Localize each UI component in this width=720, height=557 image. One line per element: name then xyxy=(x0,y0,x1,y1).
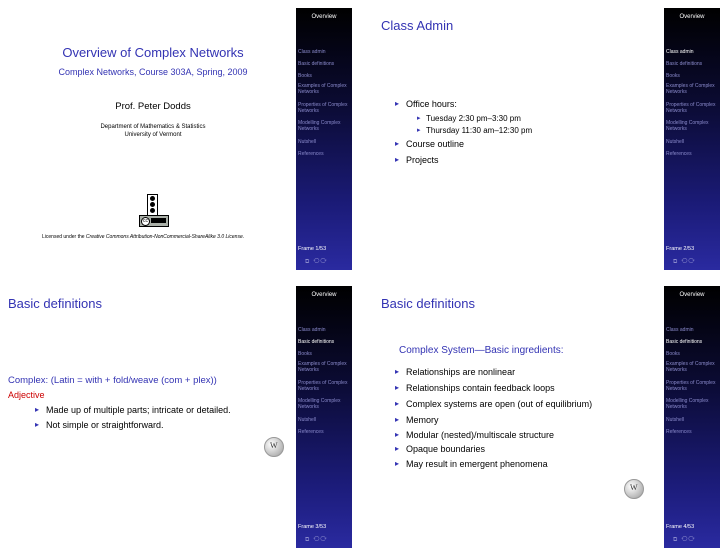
nav-arrows-icon[interactable]: ⧉ ⟲⟳ xyxy=(673,537,696,543)
frame-counter: Frame 1/53 xyxy=(298,246,327,252)
sidebar-item-modelling[interactable]: Modelling Complex Networks xyxy=(298,398,341,410)
section-heading: Complex System—Basic ingredients: xyxy=(399,345,564,356)
sidebar-item-basic-definitions[interactable]: Basic definitions xyxy=(298,61,335,67)
sidebar-item-references[interactable]: References xyxy=(666,151,692,157)
slide-sidebar xyxy=(296,286,352,548)
nav-arrows-icon[interactable]: ⧉ ⟲⟳ xyxy=(305,537,328,543)
bullet-office-hours: ▸ Office hours: xyxy=(406,99,457,109)
sidebar-item-nutshell[interactable]: Nutshell xyxy=(666,139,685,145)
slide-title: Class Admin xyxy=(381,18,454,33)
slide-sidebar xyxy=(296,8,352,270)
sidebar-item-books[interactable]: Books xyxy=(666,73,680,79)
sidebar-item-examples[interactable]: Examples of Complex Networks xyxy=(666,361,715,373)
sidebar-item-examples[interactable]: Examples of Complex Networks xyxy=(666,83,715,95)
slide-2 xyxy=(368,8,720,270)
sidebar-header-overview[interactable]: Overview xyxy=(311,14,337,20)
bullet-ingredient-3: ▸ Complex systems are open (out of equilibrium) xyxy=(406,399,592,409)
sidebar-item-properties[interactable]: Properties of Complex Networks xyxy=(666,380,716,392)
license-name: Creative Commons Attribution-NonCommercial-ShareAlike 3.0 License xyxy=(85,234,243,240)
sidebar-item-references[interactable]: References xyxy=(298,151,324,157)
slide-4 xyxy=(368,286,720,548)
department: Department of Mathematics & Statistics xyxy=(100,124,206,130)
bullet-ingredient-1: ▸ Relationships are nonlinear xyxy=(406,367,515,377)
sidebar-item-properties[interactable]: Properties of Complex Networks xyxy=(666,102,716,114)
sidebar-item-modelling[interactable]: Modelling Complex Networks xyxy=(666,120,709,132)
frame-counter: Frame 2/53 xyxy=(666,246,695,252)
sidebar-item-references[interactable]: References xyxy=(298,429,324,435)
license-text xyxy=(42,234,244,240)
sidebar-header-overview[interactable]: Overview xyxy=(679,292,705,298)
sidebar-item-books[interactable]: Books xyxy=(298,351,312,357)
sidebar-item-class-admin[interactable]: Class admin xyxy=(298,49,326,55)
wikipedia-globe-icon[interactable]: W xyxy=(624,479,644,499)
bullet-definition-2: ▸ Not simple or straightforward. xyxy=(46,420,164,430)
slide-3 xyxy=(0,286,352,548)
sub-bullet-tuesday: ▸ Tuesday 2:30 pm–3:30 pm xyxy=(426,114,521,123)
frame-counter: Frame 4/53 xyxy=(666,524,695,530)
sidebar-item-modelling[interactable]: Modelling Complex Networks xyxy=(666,398,709,410)
slide-title: Basic definitions xyxy=(8,296,102,311)
sidebar-item-modelling[interactable]: Modelling Complex Networks xyxy=(298,120,341,132)
nav-arrows-icon[interactable]: ⧉ ⟲⟳ xyxy=(305,259,328,265)
frame-counter: Frame 3/53 xyxy=(298,524,327,530)
license-prefix: Licensed under the xyxy=(42,234,86,240)
sidebar-item-basic-definitions[interactable]: Basic definitions xyxy=(666,339,703,345)
nav-arrows-icon[interactable]: ⧉ ⟲⟳ xyxy=(673,259,696,265)
sidebar-item-nutshell[interactable]: Nutshell xyxy=(298,139,317,145)
bullet-projects: ▸ Projects xyxy=(406,155,439,165)
sidebar-header-overview[interactable]: Overview xyxy=(679,14,705,20)
bullet-ingredient-7: ▸ May result in emergent phenomena xyxy=(406,459,548,469)
sidebar-item-examples[interactable]: Examples of Complex Networks xyxy=(298,83,347,95)
slide-sidebar xyxy=(664,286,720,548)
sub-bullet-thursday: ▸ Thursday 11:30 am–12:30 pm xyxy=(426,126,532,135)
sidebar-item-books[interactable]: Books xyxy=(298,73,312,79)
author: Prof. Peter Dodds xyxy=(115,101,191,112)
sidebar-item-examples[interactable]: Examples of Complex Networks xyxy=(298,361,347,373)
adjective-label: Adjective xyxy=(8,390,45,400)
complex-etymology: Complex: (Latin = with + fold/weave (com + plex)) xyxy=(8,375,217,386)
sidebar-item-basic-definitions[interactable]: Basic definitions xyxy=(666,61,703,67)
sidebar-item-class-admin[interactable]: Class admin xyxy=(666,49,694,55)
bullet-ingredient-5: ▸ Modular (nested)/multiscale structure xyxy=(406,430,554,440)
bullet-definition-1: ▸ Made up of multiple parts; intricate or detailed. xyxy=(46,405,231,415)
wikipedia-globe-icon[interactable]: W xyxy=(264,437,284,457)
sidebar-item-properties[interactable]: Properties of Complex Networks xyxy=(298,102,348,114)
slide-title: Basic definitions xyxy=(381,296,475,311)
bullet-ingredient-4: ▸ Memory xyxy=(406,415,439,425)
slide-title: Overview of Complex Networks xyxy=(62,45,244,60)
slide-1 xyxy=(0,8,352,270)
sidebar-item-basic-definitions[interactable]: Basic definitions xyxy=(298,339,335,345)
license-suffix: . xyxy=(242,234,245,240)
sidebar-item-books[interactable]: Books xyxy=(666,351,680,357)
sidebar-item-references[interactable]: References xyxy=(666,429,692,435)
sidebar-item-properties[interactable]: Properties of Complex Networks xyxy=(298,380,348,392)
sidebar-item-nutshell[interactable]: Nutshell xyxy=(666,417,685,423)
bullet-ingredient-2: ▸ Relationships contain feedback loops xyxy=(406,383,555,393)
sidebar-item-class-admin[interactable]: Class admin xyxy=(298,327,326,333)
slide-subtitle: Complex Networks, Course 303A, Spring, 2009 xyxy=(58,67,248,77)
sidebar-item-nutshell[interactable]: Nutshell xyxy=(298,417,317,423)
sidebar-header-overview[interactable]: Overview xyxy=(311,292,337,298)
slide-sidebar xyxy=(664,8,720,270)
bullet-ingredient-6: ▸ Opaque boundaries xyxy=(406,444,485,454)
university: University of Vermont xyxy=(124,132,182,138)
sidebar-item-class-admin[interactable]: Class admin xyxy=(666,327,694,333)
cc-license-badge-icon: cc xyxy=(139,215,169,227)
bullet-course-outline: ▸ Course outline xyxy=(406,139,464,149)
